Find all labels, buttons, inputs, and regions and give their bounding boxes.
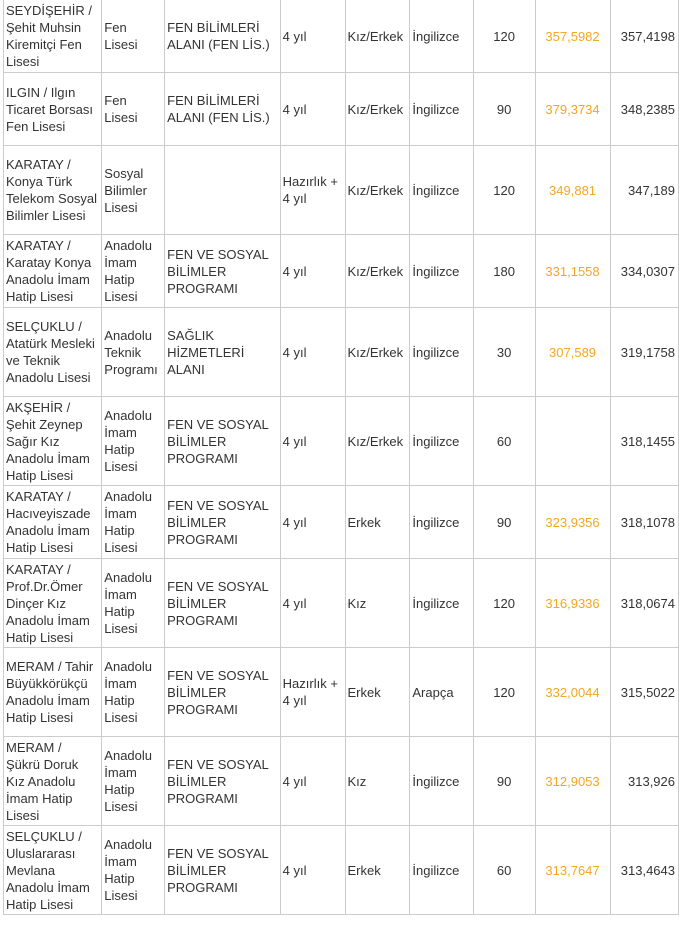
duration-cell: 4 yıl (280, 559, 345, 648)
score-cell: 331,1558 (536, 235, 611, 308)
table-row (4, 235, 679, 308)
duration-cell: 4 yıl (280, 308, 345, 397)
gender-cell: Erkek (345, 486, 410, 559)
table-row (4, 308, 679, 397)
quota-cell: 90 (474, 486, 536, 559)
school-name-cell: KARATAY / Hacıveyiszade Anadolu İmam Hatip Lisesi (4, 486, 102, 559)
school-type-cell: Anadolu Teknik Programı (102, 308, 165, 397)
table-row (4, 648, 679, 737)
program-cell (165, 146, 281, 235)
gender-cell: Kız/Erkek (345, 397, 410, 486)
score-cell: 379,3734 (536, 73, 611, 146)
table-row (4, 146, 679, 235)
school-type-cell: Anadolu İmam Hatip Lisesi (102, 235, 165, 308)
program-cell: FEN VE SOSYAL BİLİMLER PROGRAMI (165, 486, 281, 559)
quota-cell: 60 (474, 397, 536, 486)
quota-cell: 120 (474, 559, 536, 648)
gender-cell: Kız/Erkek (345, 0, 410, 73)
language-cell: İngilizce (410, 308, 474, 397)
duration-cell: 4 yıl (280, 235, 345, 308)
base-score-cell: 313,4643 (611, 826, 679, 915)
language-cell: İngilizce (410, 737, 474, 826)
gender-cell: Kız (345, 737, 410, 826)
base-score-cell: 315,5022 (611, 648, 679, 737)
table-row (4, 0, 679, 73)
quota-cell: 60 (474, 826, 536, 915)
gender-cell: Kız (345, 559, 410, 648)
program-cell: FEN VE SOSYAL BİLİMLER PROGRAMI (165, 397, 281, 486)
program-cell: FEN VE SOSYAL BİLİMLER PROGRAMI (165, 235, 281, 308)
school-name-cell: KARATAY / Konya Türk Telekom Sosyal Bilimler Lisesi (4, 146, 102, 235)
score-cell: 349,881 (536, 146, 611, 235)
language-cell: İngilizce (410, 146, 474, 235)
school-name-cell: SEYDİŞEHİR / Şehit Muhsin Kiremitçi Fen Lisesi (4, 0, 102, 73)
program-cell: FEN VE SOSYAL BİLİMLER PROGRAMI (165, 648, 281, 737)
school-name-cell: KARATAY / Prof.Dr.Ömer Dinçer Kız Anadolu İmam Hatip Lisesi (4, 559, 102, 648)
duration-cell: 4 yıl (280, 0, 345, 73)
base-score-cell: 318,0674 (611, 559, 679, 648)
quota-cell: 120 (474, 0, 536, 73)
table-row (4, 559, 679, 648)
school-name-cell: ILGIN / Ilgın Ticaret Borsası Fen Lisesi (4, 73, 102, 146)
program-cell: FEN VE SOSYAL BİLİMLER PROGRAMI (165, 559, 281, 648)
language-cell: İngilizce (410, 0, 474, 73)
duration-cell: 4 yıl (280, 737, 345, 826)
duration-cell: 4 yıl (280, 826, 345, 915)
language-cell: İngilizce (410, 397, 474, 486)
score-cell: 323,9356 (536, 486, 611, 559)
quota-cell: 30 (474, 308, 536, 397)
table-row (4, 826, 679, 915)
language-cell: İngilizce (410, 559, 474, 648)
gender-cell: Kız/Erkek (345, 308, 410, 397)
school-name-cell: MERAM / Tahir Büyükkörükçü Anadolu İmam Hatip Lisesi (4, 648, 102, 737)
school-name-cell: AKŞEHİR / Şehit Zeynep Sağır Kız Anadolu İmam Hatip Lisesi (4, 397, 102, 486)
duration-cell: Hazırlık + 4 yıl (280, 648, 345, 737)
duration-cell: 4 yıl (280, 486, 345, 559)
gender-cell: Erkek (345, 826, 410, 915)
score-cell: 313,7647 (536, 826, 611, 915)
base-score-cell: 318,1078 (611, 486, 679, 559)
gender-cell: Kız/Erkek (345, 146, 410, 235)
duration-cell: Hazırlık + 4 yıl (280, 146, 345, 235)
quota-cell: 90 (474, 737, 536, 826)
language-cell: İngilizce (410, 73, 474, 146)
school-name-cell: KARATAY / Karatay Konya Anadolu İmam Hatip Lisesi (4, 235, 102, 308)
score-cell: 357,5982 (536, 0, 611, 73)
program-cell: FEN VE SOSYAL BİLİMLER PROGRAMI (165, 826, 281, 915)
table-row (4, 73, 679, 146)
school-name-cell: SELÇUKLU / Uluslararası Mevlana Anadolu İmam Hatip Lisesi (4, 826, 102, 915)
duration-cell: 4 yıl (280, 73, 345, 146)
duration-cell: 4 yıl (280, 397, 345, 486)
table-row (4, 486, 679, 559)
table-row (4, 737, 679, 826)
program-cell: FEN BİLİMLERİ ALANI (FEN LİS.) (165, 73, 281, 146)
language-cell: İngilizce (410, 826, 474, 915)
school-type-cell: Fen Lisesi (102, 73, 165, 146)
score-cell: 316,9336 (536, 559, 611, 648)
program-cell: FEN BİLİMLERİ ALANI (FEN LİS.) (165, 0, 281, 73)
quota-cell: 120 (474, 648, 536, 737)
school-type-cell: Sosyal Bilimler Lisesi (102, 146, 165, 235)
quota-cell: 180 (474, 235, 536, 308)
score-cell: 307,589 (536, 308, 611, 397)
language-cell: İngilizce (410, 235, 474, 308)
base-score-cell: 319,1758 (611, 308, 679, 397)
language-cell: Arapça (410, 648, 474, 737)
gender-cell: Erkek (345, 648, 410, 737)
base-score-cell: 357,4198 (611, 0, 679, 73)
school-type-cell: Anadolu İmam Hatip Lisesi (102, 648, 165, 737)
school-type-cell: Anadolu İmam Hatip Lisesi (102, 486, 165, 559)
school-name-cell: MERAM / Şükrü Doruk Kız Anadolu İmam Hatip Lisesi (4, 737, 102, 826)
school-type-cell: Fen Lisesi (102, 0, 165, 73)
program-cell: SAĞLIK HİZMETLERİ ALANI (165, 308, 281, 397)
language-cell: İngilizce (410, 486, 474, 559)
score-cell: 332,0044 (536, 648, 611, 737)
score-cell: 312,9053 (536, 737, 611, 826)
school-type-cell: Anadolu İmam Hatip Lisesi (102, 559, 165, 648)
gender-cell: Kız/Erkek (345, 235, 410, 308)
base-score-cell: 318,1455 (611, 397, 679, 486)
program-cell: FEN VE SOSYAL BİLİMLER PROGRAMI (165, 737, 281, 826)
base-score-cell: 348,2385 (611, 73, 679, 146)
gender-cell: Kız/Erkek (345, 73, 410, 146)
score-cell (536, 397, 611, 486)
school-type-cell: Anadolu İmam Hatip Lisesi (102, 397, 165, 486)
quota-cell: 120 (474, 146, 536, 235)
school-table (3, 0, 679, 915)
base-score-cell: 347,189 (611, 146, 679, 235)
base-score-cell: 313,926 (611, 737, 679, 826)
school-name-cell: SELÇUKLU / Atatürk Mesleki ve Teknik Anadolu Lisesi (4, 308, 102, 397)
school-type-cell: Anadolu İmam Hatip Lisesi (102, 737, 165, 826)
table-row (4, 397, 679, 486)
quota-cell: 90 (474, 73, 536, 146)
base-score-cell: 334,0307 (611, 235, 679, 308)
school-type-cell: Anadolu İmam Hatip Lisesi (102, 826, 165, 915)
